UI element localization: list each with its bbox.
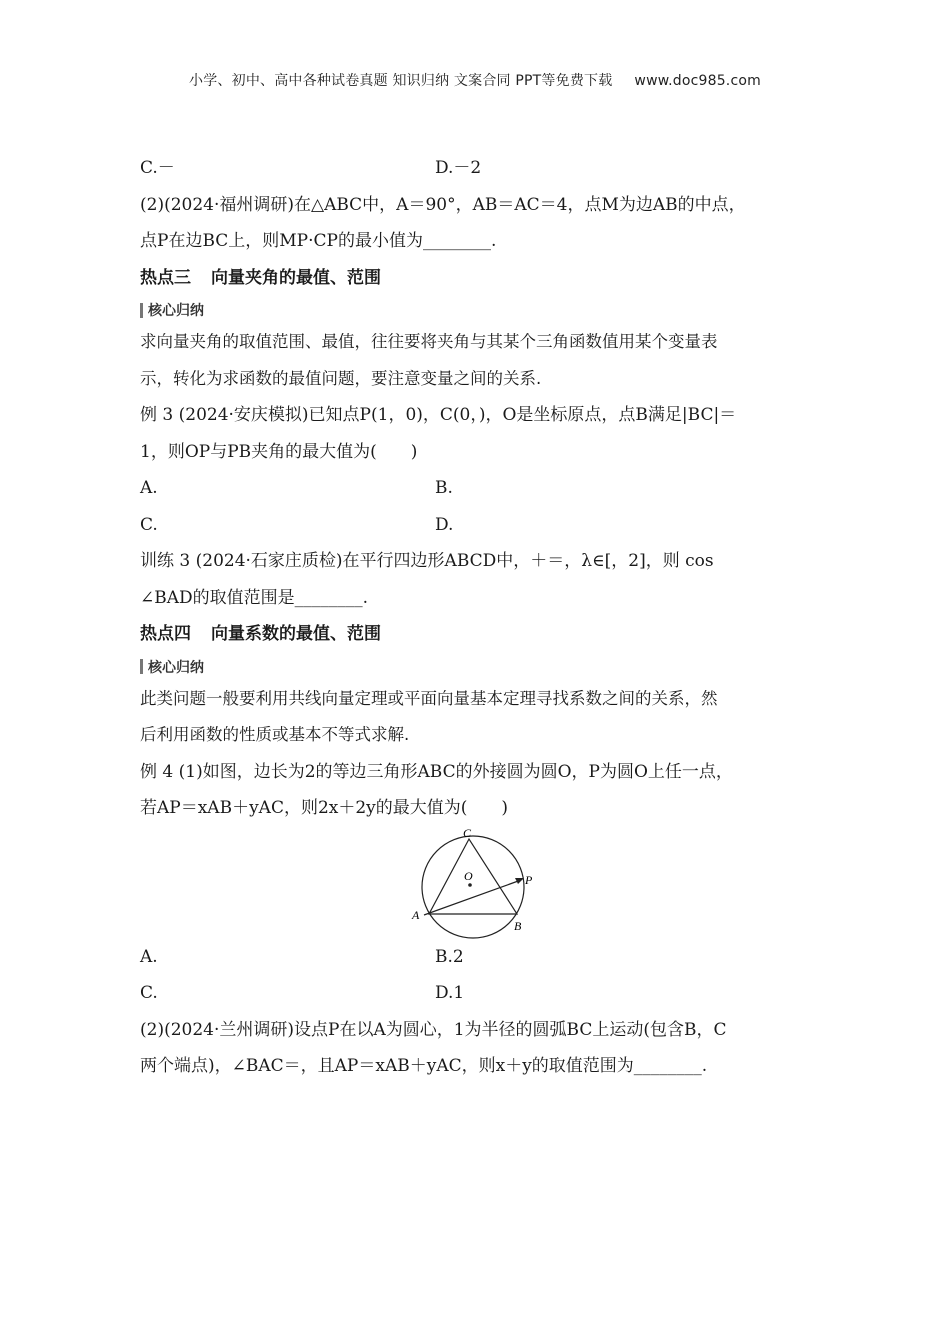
option-a: A. xyxy=(140,946,158,967)
center-dot xyxy=(468,883,472,887)
question-2-line-1: (2)(2024·福州调研)在△ABC中，A＝90°，AB＝AC＝4，点M为边AB的中点， xyxy=(140,194,746,215)
section-3-title: 热点三 xyxy=(140,267,191,288)
circle-triangle-figure xyxy=(140,827,820,939)
example-4-options-ab xyxy=(140,939,820,976)
example-4-line-2: 若AP＝xAB＋yAC，则2x＋2y的最大值为( ) xyxy=(140,798,509,818)
triangle-abc xyxy=(429,839,517,914)
practice-3-line-2: ∠BAD的取值范围是________. xyxy=(140,587,369,608)
option-b: B.2 xyxy=(435,946,464,967)
prev-options-row xyxy=(140,150,820,187)
label-p: P xyxy=(525,872,533,887)
example-3-line-1: 例 3 (2024·安庆模拟)已知点P(1，0)，C(0，)，O是坐标原点，点B满足|BC|＝ xyxy=(140,405,737,425)
figure-svg xyxy=(408,827,558,939)
option-c: C. xyxy=(140,983,158,1003)
section-3-para-line-2: 示，转化为求函数的最值问题，要注意变量之间的关系. xyxy=(140,368,542,388)
circle-o xyxy=(422,836,524,938)
question-2-line-2: 点P在边BC上，则MP·CP的最小值为________. xyxy=(140,231,497,251)
core-bar-icon xyxy=(140,303,143,318)
core-label-text: 核心归纳 xyxy=(148,303,204,319)
label-b: B xyxy=(514,918,522,933)
question-4-2-line-2: 两个端点)，∠BAC＝，且AP＝xAB＋yAC，则x＋y的取值范围为________. xyxy=(140,1056,708,1076)
label-o: O xyxy=(464,868,473,883)
section-3-heading xyxy=(140,260,820,297)
example-3-line-2: 1，则OP与PB夹角的最大值为( ) xyxy=(140,441,418,462)
option-a: A. xyxy=(140,478,158,498)
option-d: D.1 xyxy=(435,983,465,1003)
section-4-subtitle: 向量系数的最值、范围 xyxy=(211,624,381,644)
arrow-head-icon xyxy=(515,878,524,884)
page-header xyxy=(0,70,950,90)
option-c: C.－ xyxy=(140,158,175,178)
question-4-2-line-1: (2)(2024·兰州调研)设点P在以A为圆心，1为半径的圆弧BC上运动(包含B，C xyxy=(140,1019,727,1040)
header-text: 小学、初中、高中各种试卷真题 知识归纳 文案合同 PPT等免费下载 xyxy=(189,73,613,89)
option-c: C. xyxy=(140,514,158,535)
example-3-options-ab xyxy=(140,470,820,507)
section-4-title: 热点四 xyxy=(140,624,191,644)
section-4-core-label xyxy=(140,653,820,681)
document-body xyxy=(140,150,820,1085)
header-site: www.doc985.com xyxy=(634,73,761,89)
option-d: D. xyxy=(435,514,454,535)
core-label-text: 核心归纳 xyxy=(148,659,204,676)
section-3-core-label xyxy=(140,296,820,324)
section-3-para-line-1: 求向量夹角的取值范围、最值，往往要将夹角与其某个三角函数值用某个变量表 xyxy=(140,332,718,351)
section-4-para-line-1: 此类问题一般要利用共线向量定理或平面向量基本定理寻找系数之间的关系，然 xyxy=(140,688,718,708)
section-3-subtitle: 向量夹角的最值、范围 xyxy=(211,267,381,288)
label-c: C xyxy=(463,826,472,840)
example-4-line-1: 例 4 (1)如图，边长为2的等边三角形ABC的外接圆为圆O，P为圆O上任一点， xyxy=(140,761,733,782)
section-4-heading xyxy=(140,616,820,653)
section-4-para-line-2: 后利用函数的性质或基本不等式求解. xyxy=(140,725,410,744)
core-bar-icon xyxy=(140,659,143,674)
practice-3-line-1: 训练 3 (2024·石家庄质检)在平行四边形ABCD中，＋＝，λ∈[，2]，则 cos xyxy=(140,551,714,571)
example-4-options-cd xyxy=(140,975,820,1012)
example-3-options-cd xyxy=(140,507,820,544)
option-d: D.－2 xyxy=(435,158,482,178)
option-b: B. xyxy=(435,478,453,498)
label-a: A xyxy=(412,907,420,922)
